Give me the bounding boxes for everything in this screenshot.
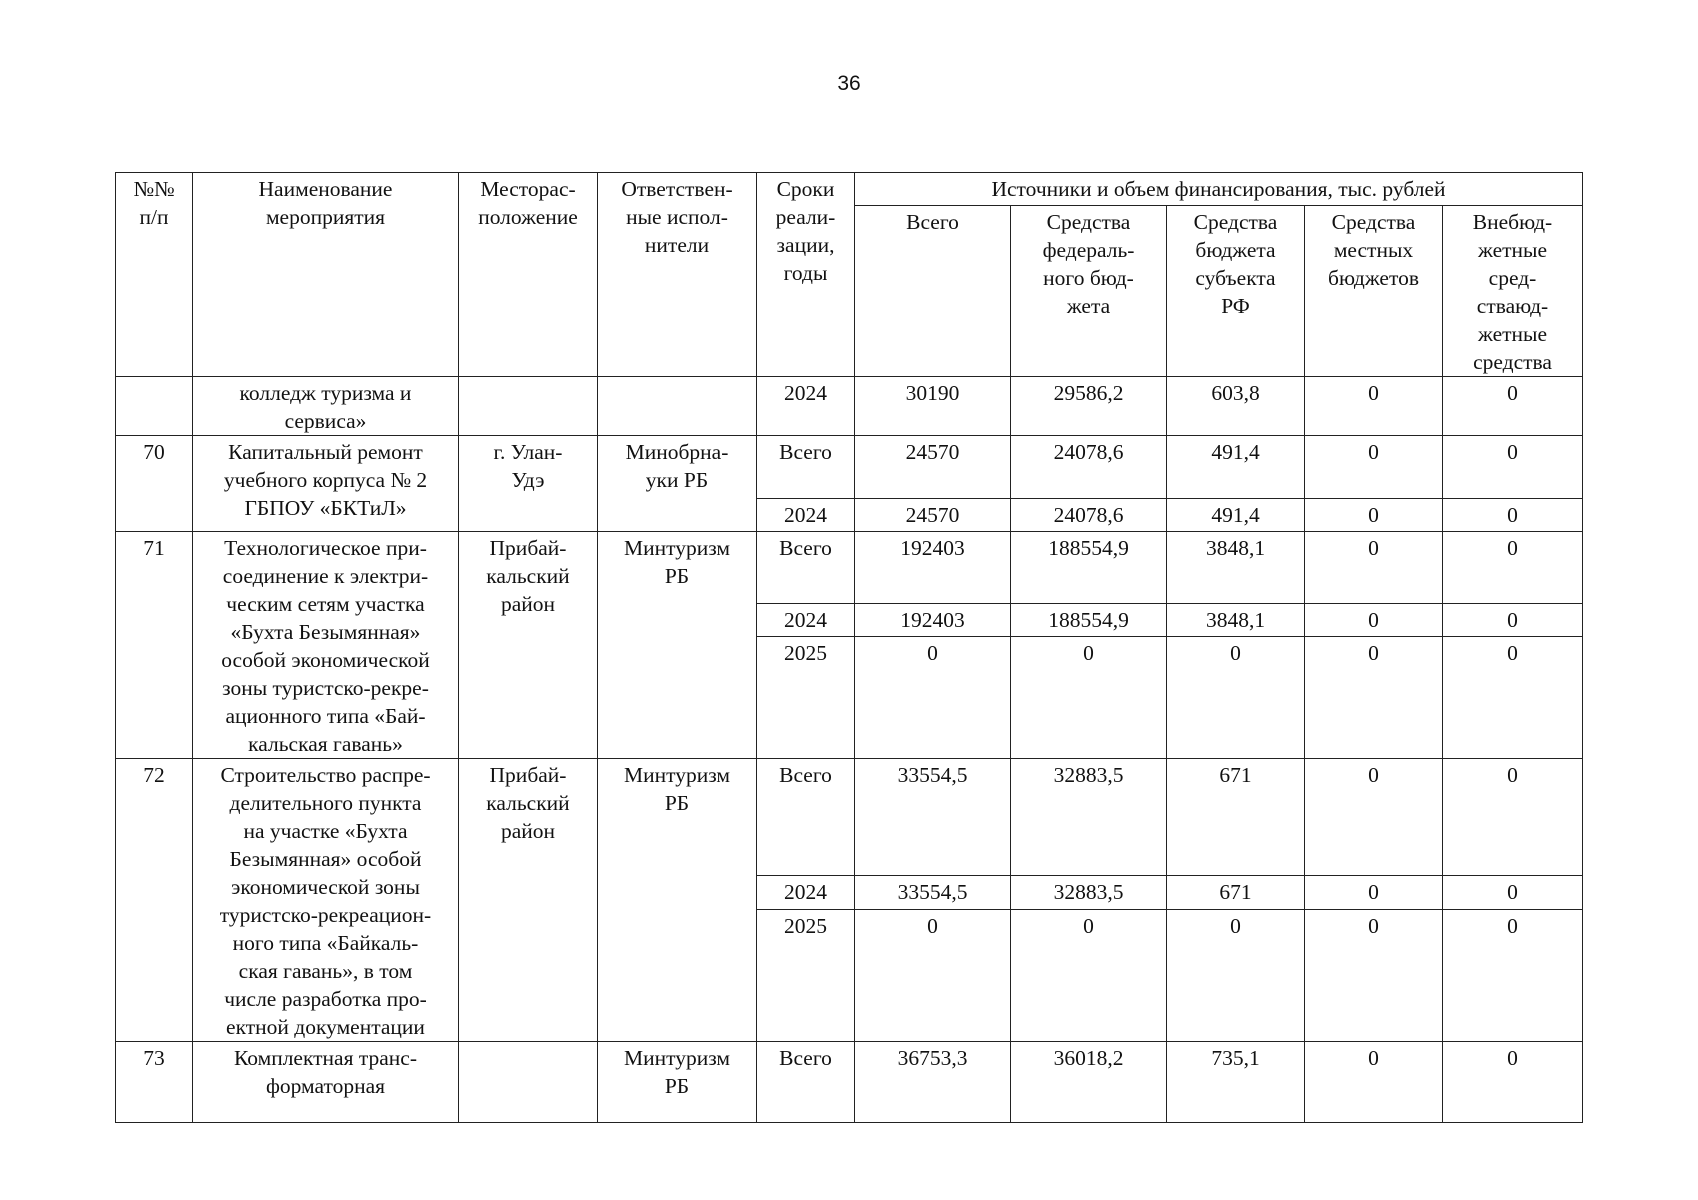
header-row-1 (116, 173, 1583, 206)
row-executor: Минтуризм РБ (598, 1042, 757, 1123)
row-location (459, 1042, 598, 1123)
header-num: №№ п/п (116, 173, 193, 377)
table-row (116, 532, 1583, 604)
row-name: Капитальный ремонт учебного корпуса № 2 ГБПОУ «БКТиЛ» (193, 436, 459, 532)
row-term: Всего (757, 759, 855, 876)
row-name: Технологическое при- соединение к электри- ческим сетям участка «Бухта Безымянная» особой экономической зоны туристско-рекре- ационного типа «Бай- кальская гавань» (193, 532, 459, 759)
financing-table (115, 172, 1583, 1123)
row-executor: Минтуризм РБ (598, 759, 757, 1042)
row-local: 0 (1305, 759, 1443, 876)
row-local: 0 (1305, 436, 1443, 499)
row-name: Комплектная транс- форматорная (193, 1042, 459, 1123)
row-federal: 24078,6 (1011, 499, 1167, 532)
header-location: Месторас- положение (459, 173, 598, 377)
row-local: 0 (1305, 377, 1443, 436)
row-term: 2024 (757, 603, 855, 636)
row-term: 2024 (757, 499, 855, 532)
row-local: 0 (1305, 636, 1443, 758)
table-row (116, 436, 1583, 499)
header-local: Средства местных бюджетов (1305, 206, 1443, 377)
row-name: колледж туризма и сервиса» (193, 377, 459, 436)
row-regional: 735,1 (1167, 1042, 1305, 1123)
row-location: Прибай- кальский район (459, 532, 598, 759)
row-total: 0 (855, 636, 1011, 758)
row-federal: 36018,2 (1011, 1042, 1167, 1123)
row-term: 2024 (757, 377, 855, 436)
row-regional: 671 (1167, 876, 1305, 909)
header-total: Всего (855, 206, 1011, 377)
row-extrabudget: 0 (1443, 603, 1583, 636)
header-federal: Средства федераль- ного бюд- жета (1011, 206, 1167, 377)
row-regional: 3848,1 (1167, 532, 1305, 604)
table-row (116, 377, 1583, 436)
row-total: 33554,5 (855, 876, 1011, 909)
row-executor: Минтуризм РБ (598, 532, 757, 759)
row-number: 73 (116, 1042, 193, 1123)
row-extrabudget: 0 (1443, 377, 1583, 436)
row-term: Всего (757, 436, 855, 499)
row-total: 33554,5 (855, 759, 1011, 876)
row-federal: 24078,6 (1011, 436, 1167, 499)
row-extrabudget: 0 (1443, 1042, 1583, 1123)
row-total: 192403 (855, 603, 1011, 636)
row-number: 72 (116, 759, 193, 1042)
row-local: 0 (1305, 876, 1443, 909)
table-row (116, 1042, 1583, 1123)
row-regional: 0 (1167, 909, 1305, 1041)
row-extrabudget: 0 (1443, 436, 1583, 499)
row-local: 0 (1305, 1042, 1443, 1123)
row-term: 2025 (757, 636, 855, 758)
row-extrabudget: 0 (1443, 532, 1583, 604)
row-location (459, 377, 598, 436)
row-number (116, 377, 193, 436)
row-extrabudget: 0 (1443, 636, 1583, 758)
header-regional: Средства бюджета субъекта РФ (1167, 206, 1305, 377)
row-name: Строительство распре- делительного пункта на участке «Бухта Безымянная» особой экономической зоны туристско-рекреацион- ного типа «Байкаль- ская гавань», в том числе разработка про- ектной документации (193, 759, 459, 1042)
row-federal: 0 (1011, 909, 1167, 1041)
row-extrabudget: 0 (1443, 499, 1583, 532)
row-federal: 0 (1011, 636, 1167, 758)
row-executor (598, 377, 757, 436)
row-federal: 32883,5 (1011, 876, 1167, 909)
row-term: Всего (757, 532, 855, 604)
header-extrabudget: Внебюд- жетные сред- стваюд- жетные средства (1443, 206, 1583, 377)
table-row (116, 759, 1583, 876)
row-regional: 3848,1 (1167, 603, 1305, 636)
row-total: 192403 (855, 532, 1011, 604)
row-number: 70 (116, 436, 193, 532)
row-local: 0 (1305, 603, 1443, 636)
header-sources-title: Источники и объем финансирования, тыс. рублей (855, 173, 1583, 206)
row-extrabudget: 0 (1443, 876, 1583, 909)
row-location: Прибай- кальский район (459, 759, 598, 1042)
row-total: 24570 (855, 436, 1011, 499)
row-local: 0 (1305, 499, 1443, 532)
row-term: 2025 (757, 909, 855, 1041)
header-terms: Сроки реали- зации, годы (757, 173, 855, 377)
row-regional: 603,8 (1167, 377, 1305, 436)
page-number: 36 (837, 72, 861, 95)
row-regional: 491,4 (1167, 436, 1305, 499)
row-federal: 29586,2 (1011, 377, 1167, 436)
row-local: 0 (1305, 909, 1443, 1041)
row-term: 2024 (757, 876, 855, 909)
row-location: г. Улан- Удэ (459, 436, 598, 532)
row-total: 30190 (855, 377, 1011, 436)
row-federal: 32883,5 (1011, 759, 1167, 876)
row-total: 0 (855, 909, 1011, 1041)
row-extrabudget: 0 (1443, 909, 1583, 1041)
row-regional: 491,4 (1167, 499, 1305, 532)
row-regional: 0 (1167, 636, 1305, 758)
row-term: Всего (757, 1042, 855, 1123)
row-executor: Минобрна- уки РБ (598, 436, 757, 532)
row-total: 36753,3 (855, 1042, 1011, 1123)
row-total: 24570 (855, 499, 1011, 532)
header-name: Наименование мероприятия (193, 173, 459, 377)
row-extrabudget: 0 (1443, 759, 1583, 876)
row-local: 0 (1305, 532, 1443, 604)
row-federal: 188554,9 (1011, 532, 1167, 604)
header-executors: Ответствен- ные испол- нители (598, 173, 757, 377)
row-regional: 671 (1167, 759, 1305, 876)
row-number: 71 (116, 532, 193, 759)
row-federal: 188554,9 (1011, 603, 1167, 636)
